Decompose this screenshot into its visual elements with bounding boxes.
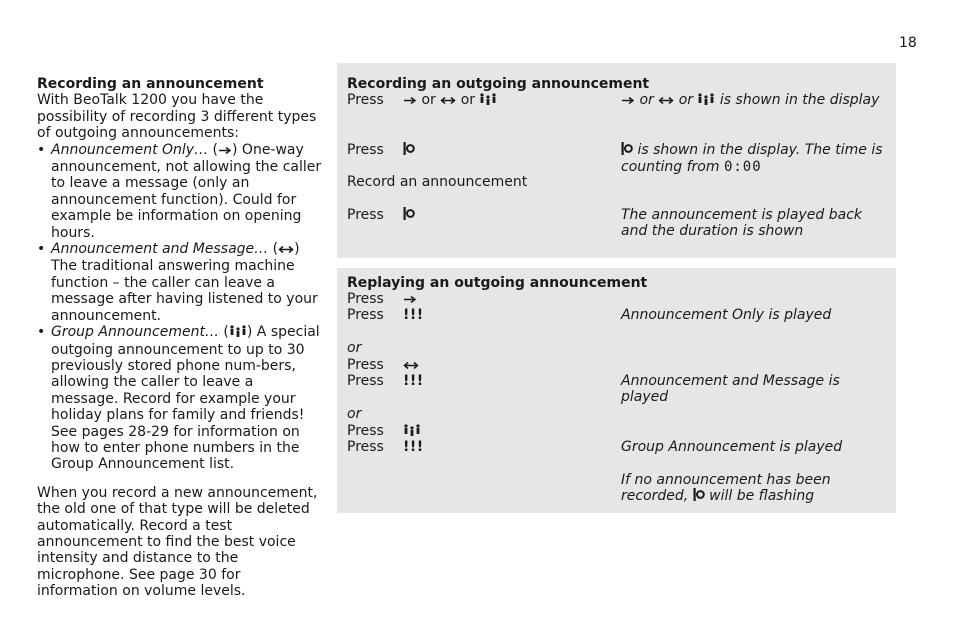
result-text: is shown in the display [719, 92, 880, 108]
play-key: !!! [403, 373, 424, 389]
recording-panel [337, 63, 896, 258]
note-text: If no announcement has been recorded, [621, 472, 831, 505]
press-label: Press [347, 373, 384, 389]
list-item: • Group Announcement… ( ) A special outgoing announcement to up to 30 previously stored phone num-bers, allowing the caller to leave a message. Record for example your holiday plans for family and friends! See pages 28-29 for information on how to enter phone numbers in the Group Announcement list. [37, 324, 322, 473]
result-text: Announcement Only is played [621, 307, 832, 323]
or-label: or [678, 92, 694, 108]
arrow-right-icon [218, 143, 232, 159]
key-sequence [403, 357, 419, 374]
bullet-title: Group Announcement… [51, 324, 219, 341]
play-key: !!! [403, 307, 424, 323]
group-icon [697, 93, 715, 109]
announcement-types-list [37, 142, 322, 473]
result-text: Announcement and Message is played [621, 373, 840, 406]
press-label: Press [347, 291, 384, 307]
or-separator: or [347, 406, 362, 422]
press-label: Press [347, 439, 384, 455]
result-text: The announcement is played back and the duration is shown [621, 207, 862, 240]
press-label: Press [347, 423, 384, 439]
arrow-right-icon [621, 93, 635, 109]
intro-text: With BeoTalk 1200 you have the possibility of recording 3 different types of outgoing announcements: [37, 92, 317, 142]
or-label: or [460, 92, 476, 108]
step-result [621, 92, 886, 109]
or-separator: or [347, 340, 362, 356]
arrow-both-icon [440, 93, 456, 109]
record-icon [403, 207, 415, 224]
section-heading: Recording an announcement [37, 76, 264, 92]
arrow-right-icon [403, 292, 417, 308]
result-text: is shown in the display. The time is counting from [621, 142, 883, 176]
flashing-note [621, 472, 886, 506]
bullet-text: The traditional answering machine function – the caller can leave a message after having listened to your announcement. [51, 258, 318, 324]
page-number: 18 [899, 35, 917, 51]
group-icon [403, 424, 421, 440]
press-label: Press [347, 207, 384, 223]
bullet-title: Announcement and Message… [51, 241, 269, 258]
key-sequence [403, 92, 497, 109]
arrow-both-icon [403, 358, 419, 374]
arrow-right-icon [403, 93, 417, 109]
key-sequence [403, 207, 415, 224]
group-icon [479, 93, 497, 109]
arrow-both-icon [658, 93, 674, 109]
replaying-panel [337, 268, 896, 513]
record-icon [403, 142, 415, 159]
info-paragraph: When you record a new announcement, the old one of that type will be deleted automatically. Record a test announcement to find the best voice intensity and distance to the microphone. See page 30 for information on volume levels. [37, 484, 318, 600]
note-text: will be flashing [709, 488, 815, 505]
list-item: • Announcement Only… ( ) One-way announcement, not allowing the caller to leave a message (only an announcement function). Could for example be information on opening hours. [37, 142, 322, 241]
key-sequence [403, 291, 417, 308]
key-sequence [403, 142, 415, 159]
key-sequence [403, 423, 421, 440]
play-key: !!! [403, 439, 424, 455]
instruction-text: Record an announcement [347, 174, 528, 190]
step-result [621, 142, 886, 176]
display-time: 0:00 [723, 159, 762, 176]
bullet-text: A special outgoing announcement to up to 30 previously stored phone num-bers, allowing the caller to leave a message. Record for example your holiday plans for family and friends! See pages 28-29 for information on how to enter phone numbers in the Group Announcement list. [51, 324, 320, 473]
bullet-title: Announcement Only… [51, 141, 209, 158]
panel-heading: Recording an outgoing announcement [347, 76, 650, 92]
group-icon [229, 325, 247, 341]
press-label: Press [347, 307, 384, 323]
press-label: Press [347, 142, 384, 158]
left-column [37, 76, 322, 600]
result-text: Group Announcement is played [621, 439, 843, 455]
panel-heading: Replaying an outgoing announcement [347, 275, 648, 291]
or-label: or [421, 92, 436, 108]
press-label: Press [347, 357, 384, 373]
or-label: or [639, 92, 654, 108]
list-item: • Announcement and Message… ( ) The traditional answering machine function – the caller can leave a message after having listened to your announcement. [37, 241, 322, 324]
bullet-text: One-way announcement, not allowing the caller to leave a message (only an announcement function). Could for example be information on opening hours. [51, 141, 322, 241]
record-icon [621, 142, 633, 159]
arrow-both-icon [278, 242, 294, 258]
record-icon [693, 488, 705, 505]
press-label: Press [347, 92, 384, 108]
